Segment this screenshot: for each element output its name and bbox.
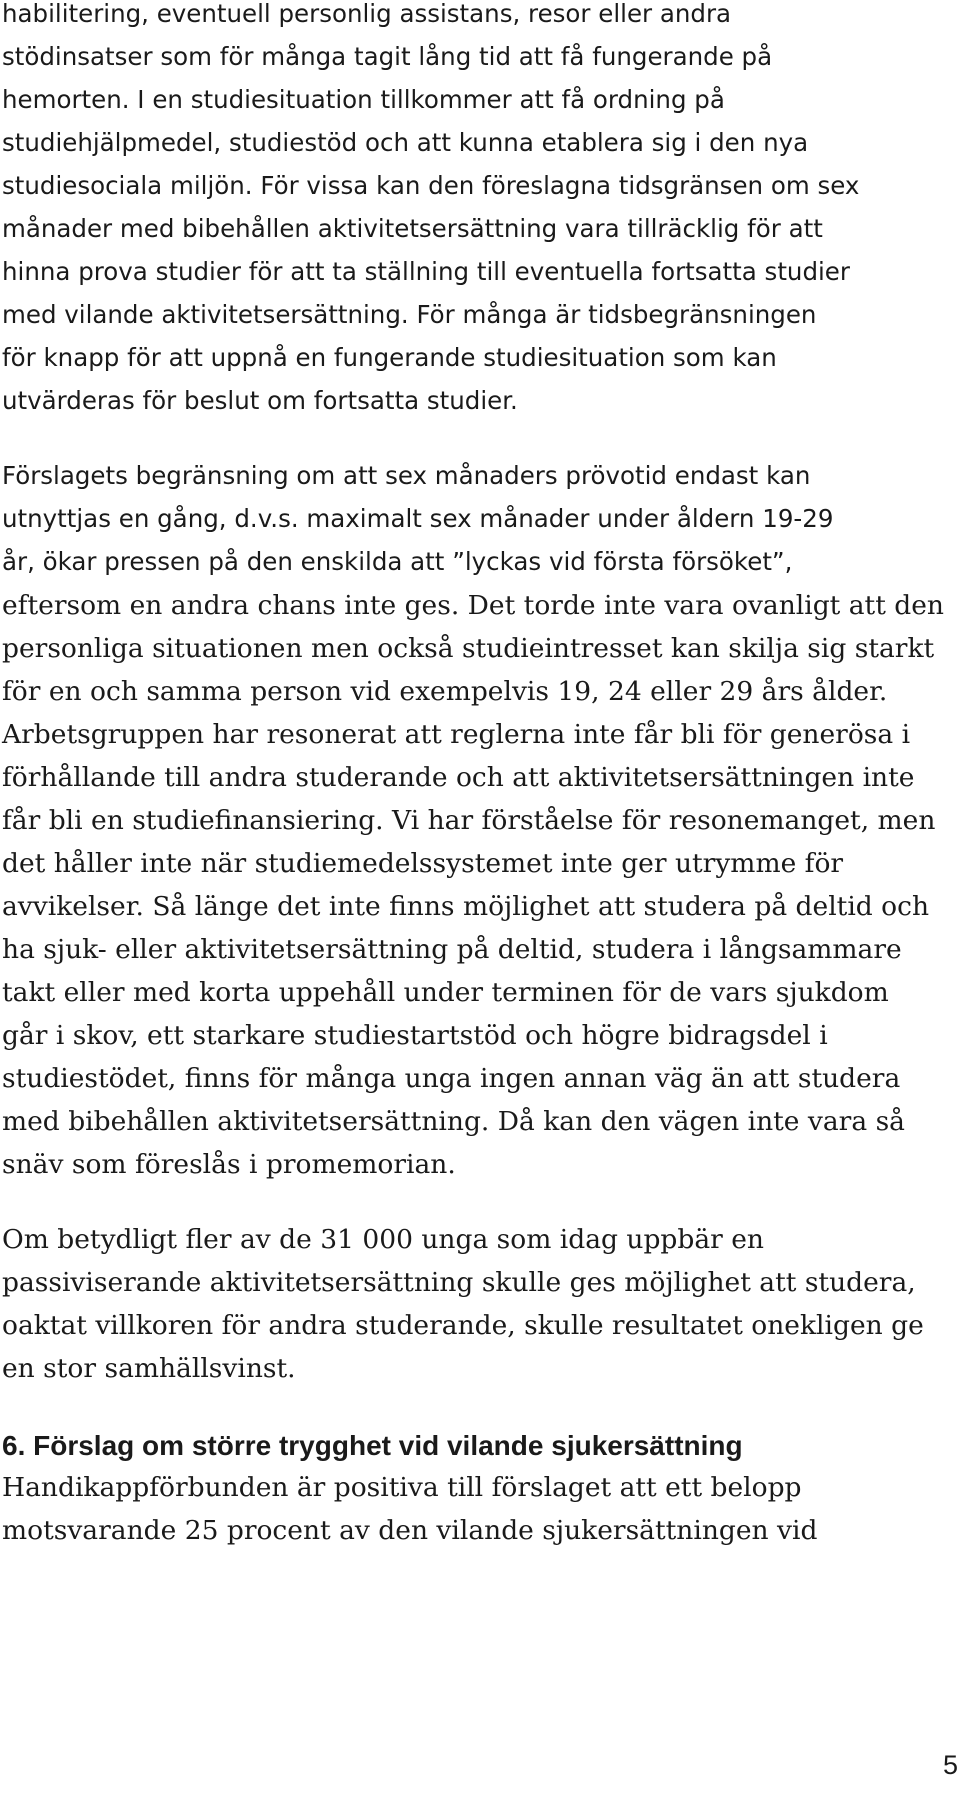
body-text-line: utvärderas för beslut om fortsatta studier. [2,386,518,415]
body-text-line: för knapp för att uppnå en fungerande studiesituation som kan [2,343,777,372]
body-text-line: ha sjuk- eller aktivitetsersättning på deltid, studera i långsammare [2,934,902,965]
body-text-line: det håller inte när studiemedelssystemet inte ger utrymme för [2,848,844,879]
body-text-line: Om betydligt fler av de 31 000 unga som idag uppbär en [2,1224,765,1255]
body-text-line: utnyttjas en gång, d.v.s. maximalt sex månader under åldern 19-29 [2,504,834,533]
body-text-line: studiestödet, finns för många unga ingen annan väg än att studera [2,1063,901,1094]
body-text-line: snäv som föreslås i promemorian. [2,1149,456,1180]
body-text-line: år, ökar pressen på den enskilda att ”lyckas vid första försöket”, [2,547,793,576]
section-body-line: Handikappförbunden är positiva till förslaget att ett belopp [2,1472,802,1503]
body-text-line: för en och samma person vid exempelvis 19, 24 eller 29 års ålder. [2,676,888,707]
body-text-line: studiehjälpmedel, studiestöd och att kunna etablera sig i den nya [2,128,809,157]
section-body-line: motsvarande 25 procent av den vilande sjukersättningen vid [2,1515,818,1546]
body-text-line: eftersom en andra chans inte ges. Det torde inte vara ovanligt att den [2,590,944,621]
body-text-line: Förslagets begränsning om att sex månaders prövotid endast kan [2,461,811,490]
body-text-line: går i skov, ett starkare studiestartstöd och högre bidragsdel i [2,1020,828,1051]
body-text-line: habilitering, eventuell personlig assistans, resor eller andra [2,0,732,28]
body-text-line: en stor samhällsvinst. [2,1353,296,1384]
body-text-line: takt eller med korta uppehåll under terminen för de vars sjukdom [2,977,889,1008]
body-text-line: avvikelser. Så länge det inte finns möjlighet att studera på deltid och [2,891,930,922]
body-text-line: stödinsatser som för många tagit lång tid att få fungerande på [2,42,773,71]
body-text-line: månader med bibehållen aktivitetsersättning vara tillräcklig för att [2,214,823,243]
section-heading: 6. Förslag om större trygghet vid vilande sjukersättning [2,1430,743,1461]
body-text-line: med bibehållen aktivitetsersättning. Då kan den vägen inte vara så [2,1106,905,1137]
body-text-line: får bli en studiefinansiering. Vi har förståelse för resonemanget, men [2,805,936,836]
page-number: 5 [942,1750,958,1780]
body-text-line: hemorten. I en studiesituation tillkommer att få ordning på [2,85,725,114]
body-text-line: oaktat villkoren för andra studerande, skulle resultatet onekligen ge [2,1310,924,1341]
body-text-line: Arbetsgruppen har resonerat att reglerna inte får bli för generösa i [2,719,911,750]
body-text-line: hinna prova studier för att ta ställning till eventuella fortsatta studier [2,257,850,286]
body-text-line: personliga situationen men också studieintresset kan skilja sig starkt [2,633,935,664]
body-text-line: passiviserande aktivitetsersättning skulle ges möjlighet att studera, [2,1267,916,1298]
body-text-line: förhållande till andra studerande och att aktivitetsersättningen inte [2,762,915,793]
body-text-line: studiesociala miljön. För vissa kan den föreslagna tidsgränsen om sex [2,171,860,200]
body-text-line: med vilande aktivitetsersättning. För många är tidsbegränsningen [2,300,817,329]
